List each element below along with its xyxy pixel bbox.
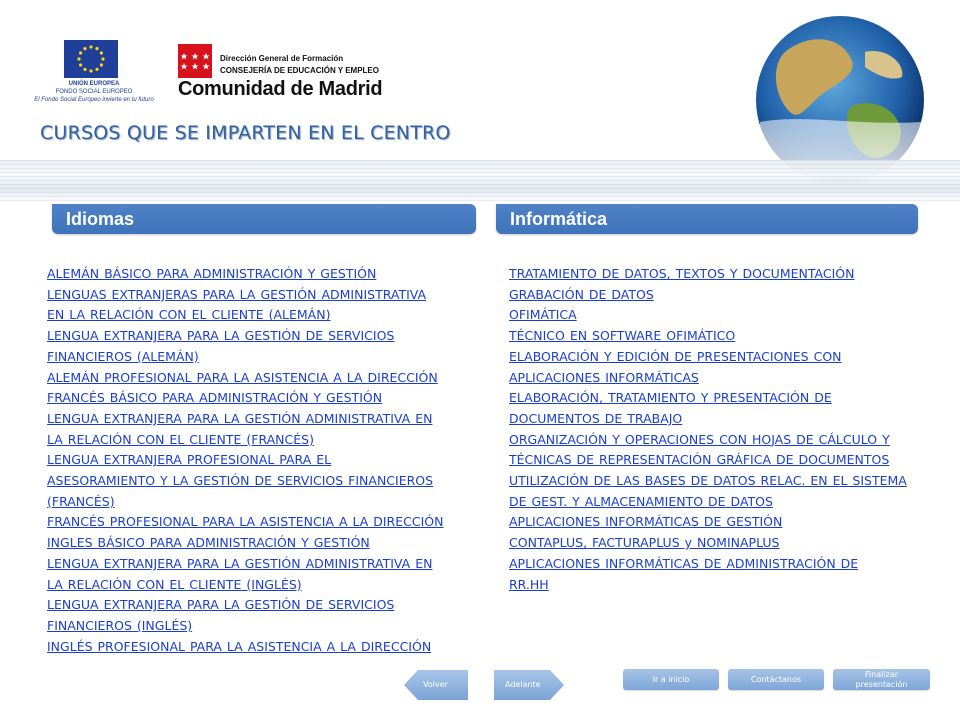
list-item <box>47 326 479 347</box>
course-link[interactable]: ORGANIZACIÓN Y OPERACIONES CON HOJAS DE CÁLCULO Y <box>509 431 890 447</box>
list-item <box>509 409 939 430</box>
list-item <box>509 264 939 285</box>
course-link[interactable]: (FRANCÉS) <box>47 493 115 509</box>
finish-presentation-button[interactable] <box>833 669 930 690</box>
list-item <box>47 368 479 389</box>
list-item <box>509 326 939 347</box>
course-link[interactable]: LENGUA EXTRANJERA PARA LA GESTIÓN DE SERVICIOS <box>47 328 395 344</box>
list-item <box>509 533 939 554</box>
madrid-line2: CONSEJERÍA DE EDUCACIÓN Y EMPLEO <box>220 66 379 75</box>
next-button-label: Adelante <box>505 680 541 689</box>
list-item <box>47 616 479 637</box>
back-button-label: Volver <box>423 680 448 689</box>
course-link[interactable]: LENGUA EXTRANJERA PARA LA GESTIÓN DE SERVICIOS <box>47 597 395 613</box>
course-link[interactable]: GRABACIÓN DE DATOS <box>509 286 654 302</box>
course-link[interactable]: APLICACIONES INFORMÁTICAS DE ADMINISTRACIÓN DE <box>509 555 859 571</box>
list-item <box>47 575 479 596</box>
eu-logo <box>34 38 154 108</box>
course-link[interactable]: TÉCNICAS DE REPRESENTACIÓN GRÁFICA DE DOCUMENTOS <box>509 452 890 468</box>
course-link[interactable]: LA RELACIÓN CON EL CLIENTE (INGLÉS) <box>47 576 302 592</box>
list-item <box>509 512 939 533</box>
course-link[interactable]: LENGUAS EXTRANJERAS PARA LA GESTIÓN ADMINISTRATIVA <box>47 286 427 302</box>
section-header-idiomas: Idiomas <box>52 204 476 234</box>
course-link[interactable]: ELABORACIÓN Y EDICIÓN DE PRESENTACIONES CON <box>509 348 842 364</box>
list-item <box>47 347 479 368</box>
list-item <box>509 450 939 471</box>
list-item <box>509 347 939 368</box>
finish-label-line1: Finalizar <box>864 670 899 679</box>
eu-line2: FONDO SOCIAL EUROPEO <box>55 89 133 95</box>
course-link[interactable]: APLICACIONES INFORMÁTICAS DE GESTIÓN <box>509 514 783 530</box>
course-link[interactable]: ALEMÁN BÁSICO PARA ADMINISTRACIÓN Y GESTIÓN <box>47 266 377 281</box>
madrid-flag-icon <box>178 44 212 78</box>
course-link[interactable]: ASESORAMIENTO Y LA GESTIÓN DE SERVICIOS FINANCIEROS <box>47 473 434 489</box>
course-link[interactable]: ELABORACIÓN, TRATAMIENTO Y PRESENTACIÓN DE <box>509 390 832 406</box>
course-link[interactable]: INGLÉS PROFESIONAL PARA LA ASISTENCIA A LA DIRECCIÓN <box>47 638 432 654</box>
eu-flag-icon <box>64 40 118 78</box>
list-item <box>47 554 479 575</box>
course-link[interactable]: OFIMÁTICA <box>509 307 577 323</box>
course-link[interactable]: RR.HH <box>509 576 549 592</box>
list-item <box>509 554 939 575</box>
list-item <box>509 388 939 409</box>
course-link[interactable]: UTILIZACIÓN DE LAS BASES DE DATOS RELAC. EN EL SISTEMA <box>509 473 907 489</box>
idiomas-course-list <box>47 264 479 657</box>
course-link[interactable]: LENGUA EXTRANJERA PARA LA GESTIÓN ADMINISTRATIVA EN <box>47 410 433 426</box>
section-header-informatica: Informática <box>496 204 918 234</box>
contact-button[interactable] <box>728 669 824 690</box>
list-item <box>47 450 479 471</box>
list-item <box>509 492 939 513</box>
course-link[interactable]: FRANCÉS BÁSICO PARA ADMINISTRACIÓN Y GESTIÓN <box>47 390 383 406</box>
list-item <box>509 575 939 596</box>
list-item <box>509 471 939 492</box>
home-button[interactable] <box>623 669 719 690</box>
list-item <box>47 264 479 285</box>
list-item <box>509 305 939 326</box>
list-item <box>509 285 939 306</box>
page-title: CURSOS QUE SE IMPARTEN EN EL CENTRO <box>40 122 451 144</box>
list-item <box>47 533 479 554</box>
course-link[interactable]: TÉCNICO EN SOFTWARE OFIMÁTICO <box>509 328 736 344</box>
madrid-name: Comunidad de Madrid <box>178 78 383 100</box>
madrid-logo <box>178 44 393 100</box>
course-link[interactable]: FINANCIEROS (INGLÉS) <box>47 617 193 633</box>
eu-tagline: El Fondo Social Europeo invierte en tu futuro <box>34 97 154 103</box>
list-item <box>47 305 479 326</box>
list-item <box>47 595 479 616</box>
home-button-label: Ir a inicio <box>652 675 690 684</box>
informatica-course-list <box>509 264 939 595</box>
course-link[interactable]: LENGUA EXTRANJERA PARA LA GESTIÓN ADMINISTRATIVA EN <box>47 555 433 571</box>
list-item <box>47 512 479 533</box>
finish-label-line2: presentación <box>855 680 908 689</box>
course-link[interactable]: EN LA RELACIÓN CON EL CLIENTE (ALEMÁN) <box>47 307 331 323</box>
eu-line1: UNIÓN EUROPEA <box>68 81 120 87</box>
course-link[interactable]: APLICACIONES INFORMÁTICAS <box>509 369 699 385</box>
list-item <box>47 285 479 306</box>
list-item <box>47 637 479 658</box>
madrid-line1: Dirección General de Formación <box>220 54 344 63</box>
course-link[interactable]: LENGUA EXTRANJERA PROFESIONAL PARA EL <box>47 452 332 468</box>
list-item <box>47 430 479 451</box>
course-link[interactable]: DE GEST. Y ALMACENAMIENTO DE DATOS <box>509 493 773 509</box>
list-item <box>509 430 939 451</box>
list-item <box>47 388 479 409</box>
list-item <box>47 492 479 513</box>
course-link[interactable]: INGLES BÁSICO PARA ADMINISTRACIÓN Y GESTIÓN <box>47 535 370 551</box>
course-link[interactable]: CONTAPLUS, FACTURAPLUS y NOMINAPLUS <box>509 535 780 551</box>
list-item <box>509 368 939 389</box>
course-link[interactable]: ALEMÁN PROFESIONAL PARA LA ASISTENCIA A LA DIRECCIÓN <box>47 369 438 385</box>
contact-button-label: Contáctanos <box>750 675 802 684</box>
course-link[interactable]: DOCUMENTOS DE TRABAJO <box>509 410 683 426</box>
course-link[interactable]: FRANCÉS PROFESIONAL PARA LA ASISTENCIA A LA DIRECCIÓN <box>47 514 444 530</box>
course-link[interactable]: TRATAMIENTO DE DATOS, TEXTOS Y DOCUMENTACIÓN <box>509 266 855 281</box>
course-link[interactable]: FINANCIEROS (ALEMÁN) <box>47 348 199 364</box>
list-item <box>47 471 479 492</box>
course-link[interactable]: LA RELACIÓN CON EL CLIENTE (FRANCÉS) <box>47 431 314 447</box>
title-band-lines <box>0 160 960 202</box>
list-item <box>47 409 479 430</box>
